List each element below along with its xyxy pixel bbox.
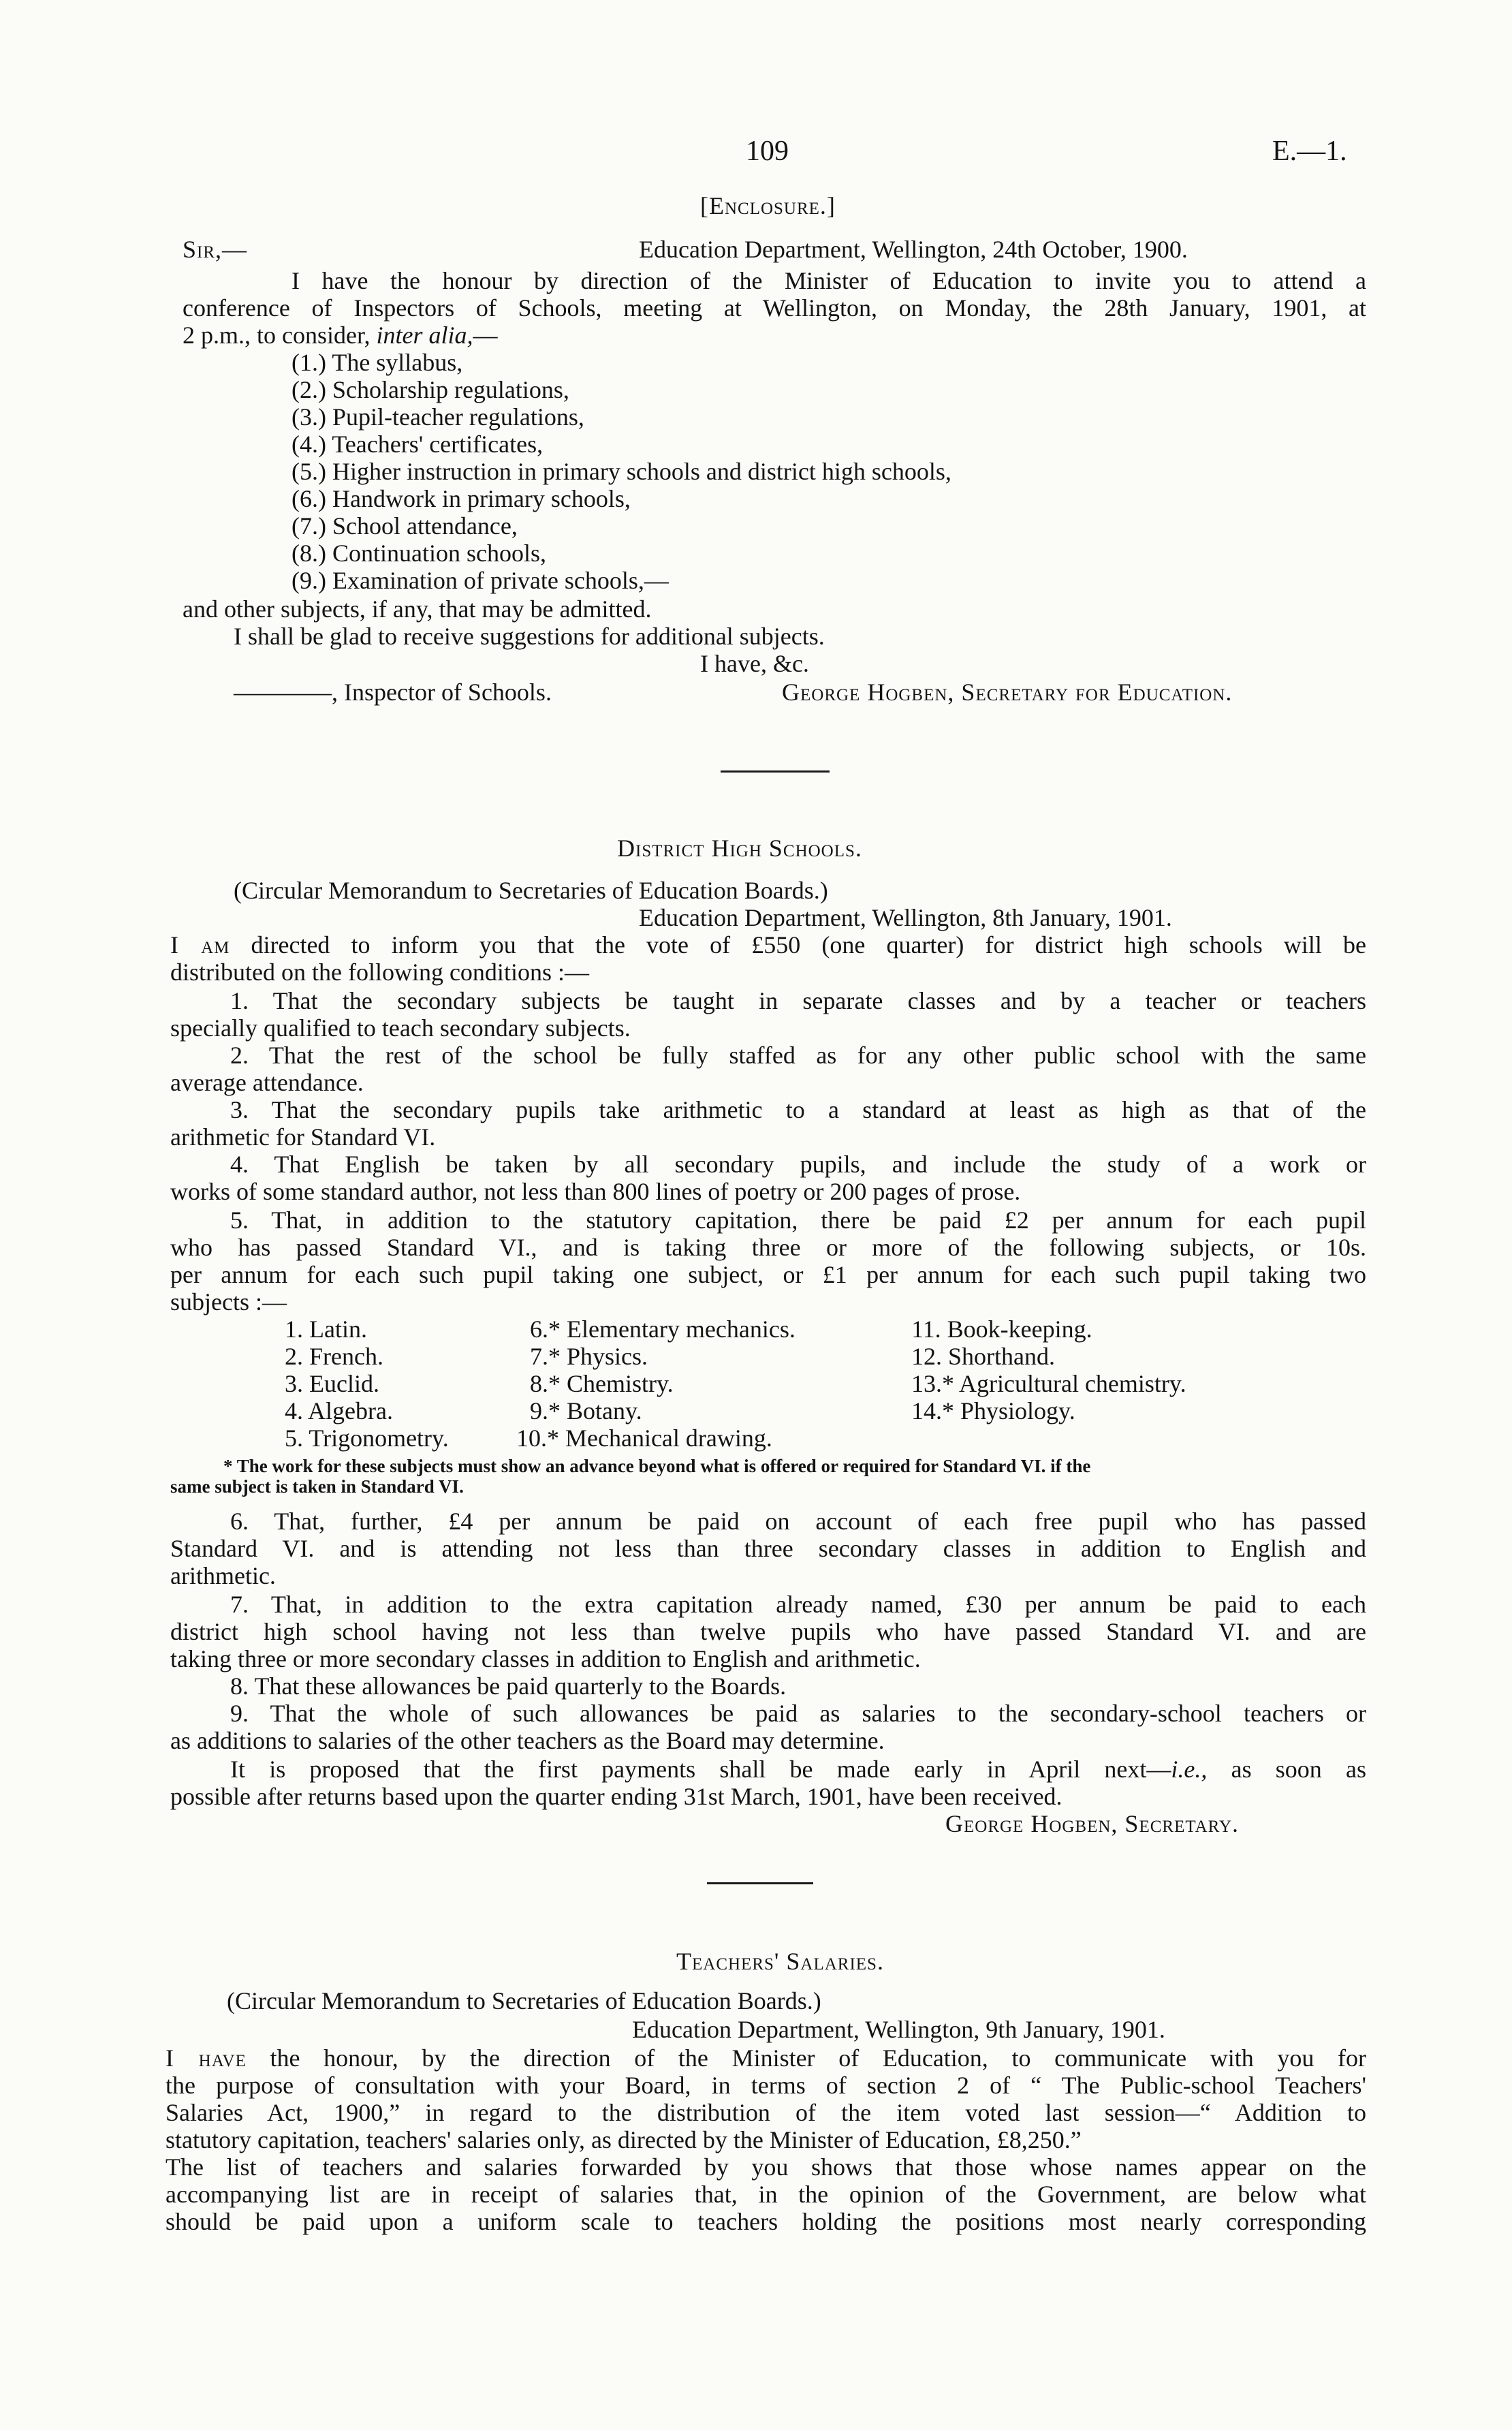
subject-item: 11. Book-keeping. (911, 1315, 1092, 1343)
enclosure-signature: George Hogben, Secretary for Education. (782, 679, 1233, 706)
subject-item: 2. French. (285, 1343, 383, 1370)
footnote-line: * The work for these subjects must show an advance beyond what is offered or required for Standard VI. if the (223, 1456, 1091, 1476)
salaries-dateline: Education Department, Wellington, 9th January, 1901. (632, 2016, 1165, 2043)
enclosure-suggestions: I shall be glad to receive suggestions for additional subjects. (234, 623, 825, 650)
district-heading: District High Schools. (617, 835, 862, 862)
proposal-line: It is proposed that the first payments shall be made early in April next—i.e., as soon as (230, 1756, 1366, 1783)
agenda-item: (4.) Teachers' certificates, (292, 431, 544, 458)
salaries-line: accompanying list are in receipt of salaries that, in the opinion of the Government, are below what (166, 2181, 1366, 2208)
subject-item: 7.* Physics. (530, 1343, 648, 1370)
condition-line: arithmetic. (170, 1562, 276, 1589)
section-divider (721, 770, 830, 773)
condition-line: 8. That these allowances be paid quarterly to the Boards. (230, 1672, 787, 1700)
salaries-line: I have the honour, by the direction of the Minister of Education, to communicate with you for (166, 2044, 1366, 2072)
condition-line: 1. That the secondary subjects be taught in separate classes and by a teacher or teachers (230, 987, 1366, 1014)
agenda-item: (6.) Handwork in primary schools, (292, 485, 631, 512)
condition-line: 7. That, in addition to the extra capitation already named, £30 per annum be paid to each (230, 1591, 1366, 1618)
proposal-line: possible after returns based upon the quarter ending 31st March, 1901, have been received. (170, 1783, 1062, 1810)
condition-line: 3. That the secondary pupils take arithmetic to a standard at least as high as that of the (230, 1096, 1366, 1123)
subject-item: 9.* Botany. (530, 1397, 642, 1424)
section-divider (707, 1882, 813, 1884)
district-signature: George Hogben, Secretary. (945, 1810, 1240, 1837)
condition-line: 4. That English be taken by all secondary pupils, and include the study of a work or (230, 1151, 1366, 1178)
district-intro-line: I am directed to inform you that the vote of £550 (one quarter) for district high schools will be (170, 931, 1366, 959)
condition-line: district high school having not less than twelve pupils who have passed Standard VI. and are (170, 1618, 1366, 1645)
subject-item: 4. Algebra. (285, 1397, 393, 1424)
subject-item: 12. Shorthand. (911, 1343, 1055, 1370)
enclosure-after-items: and other subjects, if any, that may be admitted. (183, 595, 652, 623)
condition-line: who has passed Standard VI., and is taking three or more of the following subjects, or 10s. (170, 1234, 1366, 1261)
salaries-line: The list of teachers and salaries forwarded by you shows that those whose names appear on the (166, 2153, 1366, 2181)
salaries-line: the purpose of consultation with your Board, in terms of section 2 of “ The Public-school Teachers' (166, 2072, 1366, 2099)
subject-item: 14.* Physiology. (911, 1397, 1075, 1424)
district-memo: (Circular Memorandum to Secretaries of Education Boards.) (234, 877, 828, 904)
agenda-item: (7.) School attendance, (292, 512, 518, 540)
salutation: Sir,— (183, 236, 248, 263)
agenda-item: (5.) Higher instruction in primary schools and district high schools, (292, 458, 951, 485)
salaries-line: Salaries Act, 1900,” in regard to the distribution of the item voted last session—“ Addition to (166, 2099, 1366, 2126)
enclosure-closing: I have, &c. (700, 650, 809, 677)
condition-line: arithmetic for Standard VI. (170, 1123, 436, 1151)
enclosure-para-line: 2 p.m., to consider, inter alia,— (183, 322, 498, 349)
subject-item: 13.* Agricultural chemistry. (911, 1370, 1186, 1397)
agenda-item: (9.) Examination of private schools,— (292, 567, 669, 594)
salaries-heading: Teachers' Salaries. (676, 1948, 884, 1975)
subject-item: 8.* Chemistry. (530, 1370, 674, 1397)
condition-line: 9. That the whole of such allowances be paid as salaries to the secondary-school teachers or (230, 1700, 1366, 1727)
condition-line: specially qualified to teach secondary subjects. (170, 1014, 631, 1042)
district-intro-line: distributed on the following conditions :— (170, 959, 589, 986)
salaries-line: should be paid upon a uniform scale to teachers holding the positions most nearly corresponding (166, 2208, 1366, 2235)
condition-line: 6. That, further, £4 per annum be paid on account of each free pupil who has passed (230, 1508, 1366, 1535)
condition-line: 2. That the rest of the school be fully staffed as for any other public school with the same (230, 1042, 1366, 1069)
enclosure-para-line: conference of Inspectors of Schools, meeting at Wellington, on Monday, the 28th January, 1901, at (183, 294, 1366, 322)
page-number: 109 (746, 136, 789, 167)
condition-line: works of some standard author, not less than 800 lines of poetry or 200 pages of prose. (170, 1178, 1021, 1205)
agenda-item: (8.) Continuation schools, (292, 540, 546, 567)
subject-item: 6.* Elementary mechanics. (530, 1315, 796, 1343)
subject-item: 1. Latin. (285, 1315, 367, 1343)
enclosure-para-line: I have the honour by direction of the Minister of Education to invite you to attend a (292, 267, 1366, 294)
subject-item: 3. Euclid. (285, 1370, 379, 1397)
enclosure-heading: [Enclosure.] (700, 192, 836, 219)
subject-item: 5. Trigonometry. (285, 1424, 449, 1452)
condition-line: as additions to salaries of the other teachers as the Board may determine. (170, 1727, 885, 1754)
document-reference: E.—1. (1272, 136, 1347, 167)
enclosure-dateline: Education Department, Wellington, 24th October, 1900. (639, 236, 1188, 263)
subject-item: 10.* Mechanical drawing. (516, 1424, 772, 1452)
agenda-item: (3.) Pupil-teacher regulations, (292, 403, 584, 431)
condition-line: subjects :— (170, 1288, 287, 1315)
footnote-line: same subject is taken in Standard VI. (170, 1476, 464, 1497)
condition-line: 5. That, in addition to the statutory capitation, there be paid £2 per annum for each pupil (230, 1206, 1366, 1234)
enclosure-addressee: ————, Inspector of Schools. (234, 679, 552, 706)
condition-line: Standard VI. and is attending not less than three secondary classes in addition to English and (170, 1535, 1366, 1562)
condition-line: per annum for each such pupil taking one subject, or £1 per annum for each such pupil taking two (170, 1261, 1366, 1288)
district-dateline: Education Department, Wellington, 8th January, 1901. (639, 904, 1172, 931)
condition-line: taking three or more secondary classes in addition to English and arithmetic. (170, 1645, 921, 1672)
salaries-line: statutory capitation, teachers' salaries only, as directed by the Minister of Education, £8,250.” (166, 2126, 1082, 2153)
agenda-item: (2.) Scholarship regulations, (292, 376, 569, 403)
condition-line: average attendance. (170, 1069, 364, 1096)
salaries-memo: (Circular Memorandum to Secretaries of Education Boards.) (227, 1987, 821, 2014)
agenda-item: (1.) The syllabus, (292, 349, 463, 376)
